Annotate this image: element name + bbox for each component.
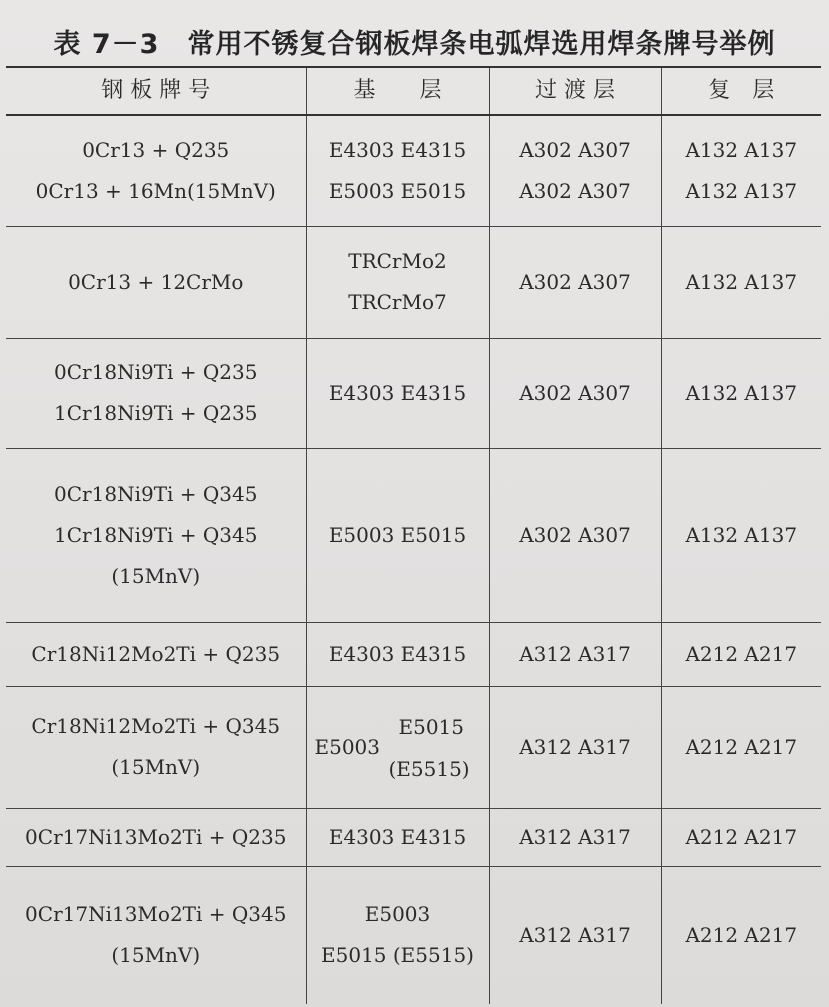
clad-line: A132 A137 <box>685 269 798 294</box>
steel-cell <box>6 338 306 448</box>
base-cell <box>306 866 489 1004</box>
base-cell <box>306 686 489 808</box>
transition-cell <box>489 338 661 448</box>
steel-cell <box>6 226 306 338</box>
base-line: E4303 E4315 <box>328 824 467 849</box>
steel-cell <box>6 686 306 808</box>
base-top-value: E5015 <box>398 714 464 739</box>
header-transition-layer: 过 渡 层 <box>489 67 661 115</box>
base-left-value: E5003 <box>314 734 380 759</box>
base-line: TRCrMo2 <box>348 249 447 273</box>
base-line: E4303 E4315 <box>328 137 467 162</box>
clad-cell <box>661 115 821 226</box>
steel-cell <box>6 448 306 622</box>
base-bottom-value: (E5515) <box>388 756 470 781</box>
transition-cell <box>489 866 661 1004</box>
clad-cell <box>661 448 821 622</box>
clad-cell <box>661 808 821 866</box>
clad-line: A212 A217 <box>685 641 798 666</box>
base-line: E5003 <box>364 902 431 927</box>
clad-line: A212 A217 <box>685 922 798 947</box>
table-row <box>6 808 821 866</box>
steel-cell <box>6 808 306 866</box>
base-line: E5003 E5015 <box>328 522 467 547</box>
steel-line: Cr18Ni12Mo2Ti + Q345 <box>31 714 281 738</box>
steel-line: 1Cr18Ni9Ti + Q235 <box>54 401 258 425</box>
base-line: E5015 (E5515) <box>321 943 474 968</box>
table-row <box>6 686 821 808</box>
clad-line: A132 A137 <box>685 178 798 203</box>
electrode-table <box>6 66 821 1004</box>
steel-cell <box>6 622 306 686</box>
steel-cell <box>6 866 306 1004</box>
transition-line: A312 A317 <box>519 922 631 947</box>
clad-cell <box>661 686 821 808</box>
steel-line: Cr18Ni12Mo2Ti + Q235 <box>31 641 281 666</box>
transition-cell <box>489 226 661 338</box>
steel-line: 0Cr13 + Q235 <box>82 137 230 162</box>
base-line: E4303 E4315 <box>328 641 467 666</box>
table-row <box>6 226 821 338</box>
table-row <box>6 115 821 226</box>
clad-cell <box>661 866 821 1004</box>
steel-line: 0Cr13 + 12CrMo <box>68 269 244 294</box>
base-line: TRCrMo7 <box>348 290 447 314</box>
table-row <box>6 338 821 448</box>
base-cell <box>306 338 489 448</box>
header-clad-layer: 复 层 <box>661 67 821 115</box>
clad-line: A212 A217 <box>685 824 798 849</box>
table-header-row <box>6 67 821 115</box>
clad-cell <box>661 226 821 338</box>
transition-line: A302 A307 <box>519 380 631 405</box>
steel-line: 0Cr13 + 16Mn(15MnV) <box>35 178 276 203</box>
transition-line: A302 A307 <box>519 522 631 547</box>
transition-cell <box>489 808 661 866</box>
clad-line: A212 A217 <box>685 734 798 759</box>
steel-line: (15MnV) <box>111 755 201 779</box>
base-cell <box>306 448 489 622</box>
table-row <box>6 622 821 686</box>
table-title: 表 7－3 常用不锈复合钢板焊条电弧焊选用焊条牌号举例 <box>53 29 776 60</box>
clad-cell <box>661 338 821 448</box>
table-row <box>6 448 821 622</box>
transition-line: A302 A307 <box>519 269 631 294</box>
transition-cell <box>489 448 661 622</box>
transition-cell <box>489 686 661 808</box>
steel-cell <box>6 115 306 226</box>
base-line: E4303 E4315 <box>328 380 467 405</box>
transition-line: A312 A317 <box>519 824 631 849</box>
clad-line: A132 A137 <box>685 380 798 405</box>
transition-line: A302 A307 <box>519 137 631 162</box>
clad-cell <box>661 622 821 686</box>
transition-line: A302 A307 <box>519 178 631 203</box>
base-cell <box>306 226 489 338</box>
transition-line: A312 A317 <box>519 734 631 759</box>
clad-line: A132 A137 <box>685 137 798 162</box>
steel-line: 0Cr17Ni13Mo2Ti + Q345 <box>25 902 287 927</box>
header-base-layer: 基 层 <box>306 67 489 115</box>
transition-cell <box>489 115 661 226</box>
steel-line: 0Cr18Ni9Ti + Q345 <box>54 481 258 506</box>
transition-cell <box>489 622 661 686</box>
base-line: E5003 E5015 <box>328 178 467 203</box>
steel-line: 1Cr18Ni9Ti + Q345 <box>54 522 258 547</box>
base-cell <box>306 115 489 226</box>
steel-line: (15MnV) <box>111 563 201 588</box>
steel-line: 0Cr17Ni13Mo2Ti + Q235 <box>25 824 287 849</box>
clad-line: A132 A137 <box>685 522 798 547</box>
table-row <box>6 866 821 1004</box>
transition-line: A312 A317 <box>519 641 631 666</box>
steel-line: (15MnV) <box>111 943 201 968</box>
base-cell <box>306 622 489 686</box>
steel-line: 0Cr18Ni9Ti + Q235 <box>54 360 258 384</box>
base-cell <box>306 808 489 866</box>
base-mixed-group <box>307 687 489 808</box>
header-steel-grade: 钢 板 牌 号 <box>6 67 306 115</box>
